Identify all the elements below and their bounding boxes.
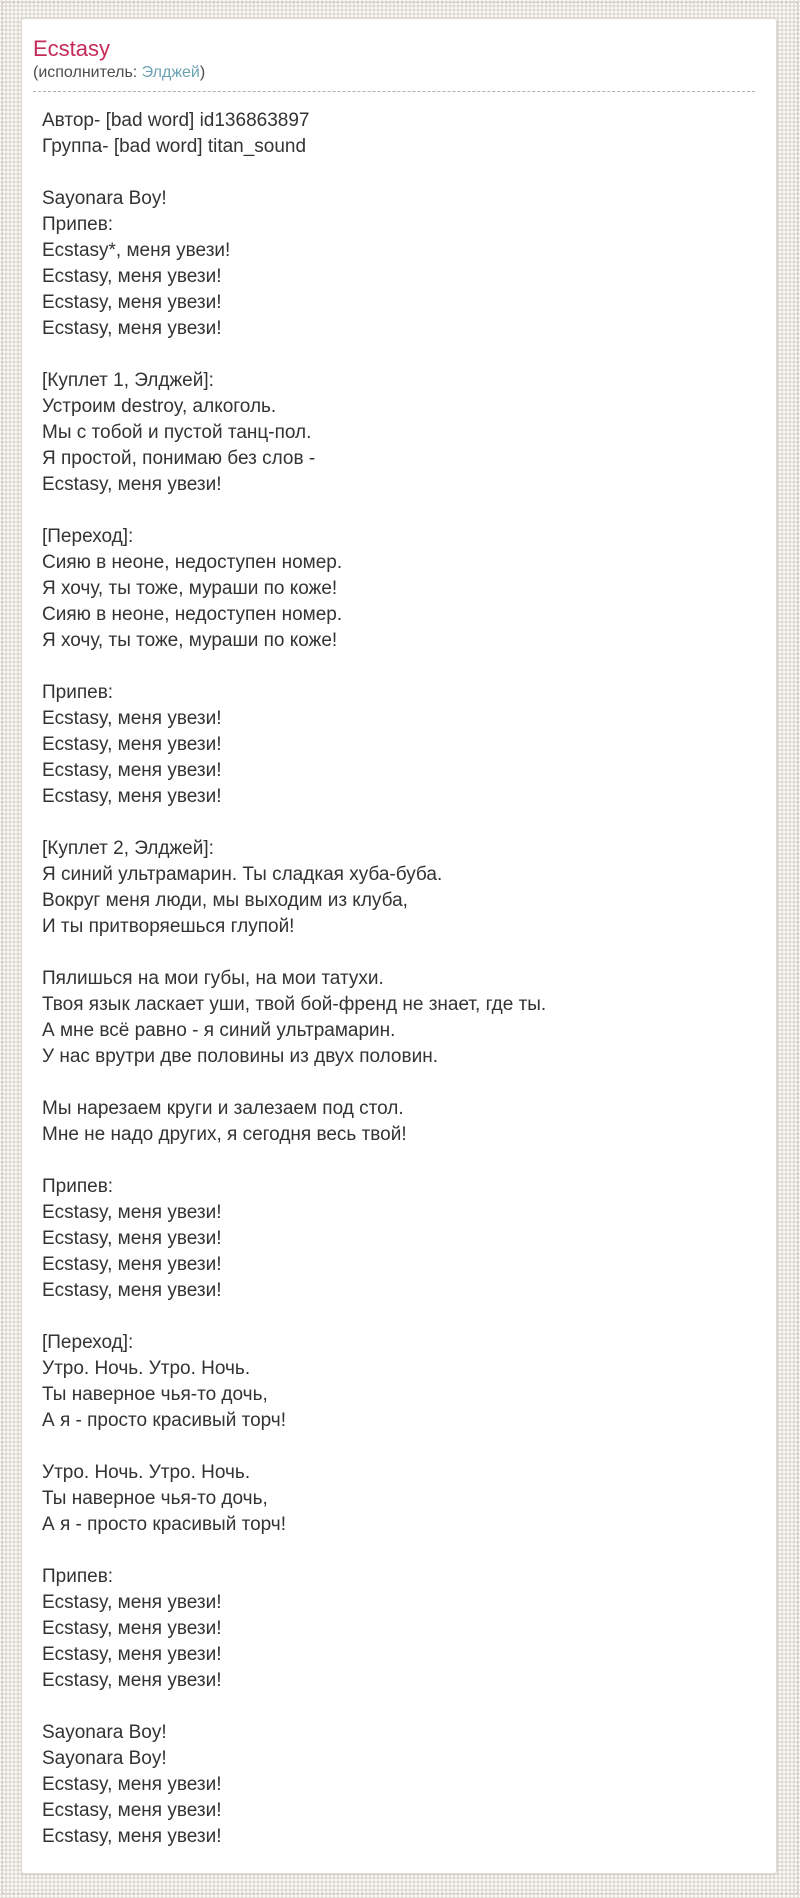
- lyric-line: Припев:: [42, 1176, 114, 1197]
- lyric-line: Ecstasy, меня увези!: [42, 266, 222, 287]
- lyric-line: Ecstasy, меня увези!: [42, 734, 222, 755]
- lyric-line: Sayonara Boy!: [42, 188, 167, 209]
- lyric-line: А я - просто красивый торч!: [42, 1514, 286, 1535]
- lyric-line: [Переход]:: [42, 1332, 134, 1353]
- lyric-line: Ecstasy, меня увези!: [42, 786, 222, 807]
- lyrics-card: [21, 18, 777, 1874]
- lyric-line: У нас врутри две половины из двух половин.: [42, 1046, 438, 1067]
- lyric-line: Ecstasy, меня увези!: [42, 1228, 222, 1249]
- lyric-line: Припев:: [42, 214, 114, 235]
- lyric-line: Автор- [bad word] id136863897: [42, 110, 310, 131]
- lyric-line: Припев:: [42, 682, 114, 703]
- lyric-line: Мы с тобой и пустой танц-пол.: [42, 422, 312, 443]
- lyric-line: [42, 1538, 756, 1564]
- lyric-line: Ecstasy, меня увези!: [42, 1254, 222, 1275]
- lyric-line: Ecstasy, меня увези!: [42, 318, 222, 339]
- lyric-line: Твоя язык ласкает уши, твой бой-френд не знает, где ты.: [42, 994, 547, 1015]
- lyric-line: Мы нарезаем круги и залезаем под стол.: [42, 1098, 404, 1119]
- lyrics-block: [42, 108, 756, 1850]
- lyric-line: [42, 1070, 756, 1096]
- lyric-line: И ты притворяешься глупой!: [42, 916, 295, 937]
- lyric-line: [42, 940, 756, 966]
- lyric-line: Сияю в неоне, недоступен номер.: [42, 552, 343, 573]
- lyric-line: Ecstasy, меня увези!: [42, 1202, 222, 1223]
- lyric-line: Ecstasy, меня увези!: [42, 1800, 222, 1821]
- lyric-line: Припев:: [42, 1566, 114, 1587]
- artist-line: [33, 63, 755, 83]
- lyric-line: Ecstasy, меня увези!: [42, 708, 222, 729]
- lyric-line: [42, 498, 756, 524]
- lyric-line: [42, 1694, 756, 1720]
- lyric-line: Пялишься на мои губы, на мои татухи.: [42, 968, 384, 989]
- lyric-line: Ecstasy, меня увези!: [42, 1774, 222, 1795]
- artist-label-suffix: ): [199, 64, 206, 81]
- lyric-line: [42, 1434, 756, 1460]
- lyric-line: Сияю в неоне, недоступен номер.: [42, 604, 343, 625]
- lyric-line: Ecstasy, меня увези!: [42, 1592, 222, 1613]
- lyric-line: [Переход]:: [42, 526, 134, 547]
- artist-link[interactable]: Элджей: [141, 64, 200, 81]
- lyric-line: Ecstasy, меня увези!: [42, 474, 222, 495]
- lyric-line: [Куплет 1, Элджей]:: [42, 370, 214, 391]
- lyric-line: Группа- [bad word] titan_sound: [42, 136, 307, 157]
- lyric-line: Я хочу, ты тоже, мураши по коже!: [42, 630, 338, 651]
- lyric-line: Ecstasy, меня увези!: [42, 292, 222, 313]
- lyric-line: Ecstasy, меня увези!: [42, 1670, 222, 1691]
- lyric-line: Ecstasy, меня увези!: [42, 1618, 222, 1639]
- lyric-line: Ecstasy, меня увези!: [42, 1280, 222, 1301]
- song-header: [33, 19, 755, 92]
- artist-label-prefix: (исполнитель:: [33, 64, 138, 81]
- lyric-line: Я простой, понимаю без слов -: [42, 448, 316, 469]
- lyric-line: Ты наверное чья-то дочь,: [42, 1488, 268, 1509]
- lyric-line: Ecstasy*, меня увези!: [42, 240, 231, 261]
- lyric-line: Ecstasy, меня увези!: [42, 760, 222, 781]
- lyric-line: А мне всё равно - я синий ультрамарин.: [42, 1020, 396, 1041]
- lyric-line: Я хочу, ты тоже, мураши по коже!: [42, 578, 338, 599]
- lyric-line: Вокруг меня люди, мы выходим из клуба,: [42, 890, 408, 911]
- lyric-line: [42, 654, 756, 680]
- lyric-line: Утро. Ночь. Утро. Ночь.: [42, 1462, 251, 1483]
- page-title: Ecstasy: [33, 36, 111, 61]
- lyric-line: [42, 1304, 756, 1330]
- lyric-line: Утро. Ночь. Утро. Ночь.: [42, 1358, 251, 1379]
- lyric-line: Sayonara Boy!: [42, 1748, 167, 1769]
- lyric-line: Устроим destroy, алкоголь.: [42, 396, 277, 417]
- lyric-line: Мне не надо других, я сегодня весь твой!: [42, 1124, 407, 1145]
- lyric-line: [42, 160, 756, 186]
- lyric-line: Sayonara Boy!: [42, 1722, 167, 1743]
- lyric-line: [42, 1148, 756, 1174]
- lyric-line: Ecstasy, меня увези!: [42, 1826, 222, 1847]
- lyric-line: Ты наверное чья-то дочь,: [42, 1384, 268, 1405]
- lyric-line: Я синий ультрамарин. Ты сладкая хуба-буба.: [42, 864, 443, 885]
- lyric-line: [Куплет 2, Элджей]:: [42, 838, 214, 859]
- lyric-line: [42, 342, 756, 368]
- lyric-line: А я - просто красивый торч!: [42, 1410, 286, 1431]
- lyric-line: Ecstasy, меня увези!: [42, 1644, 222, 1665]
- lyric-line: [42, 810, 756, 836]
